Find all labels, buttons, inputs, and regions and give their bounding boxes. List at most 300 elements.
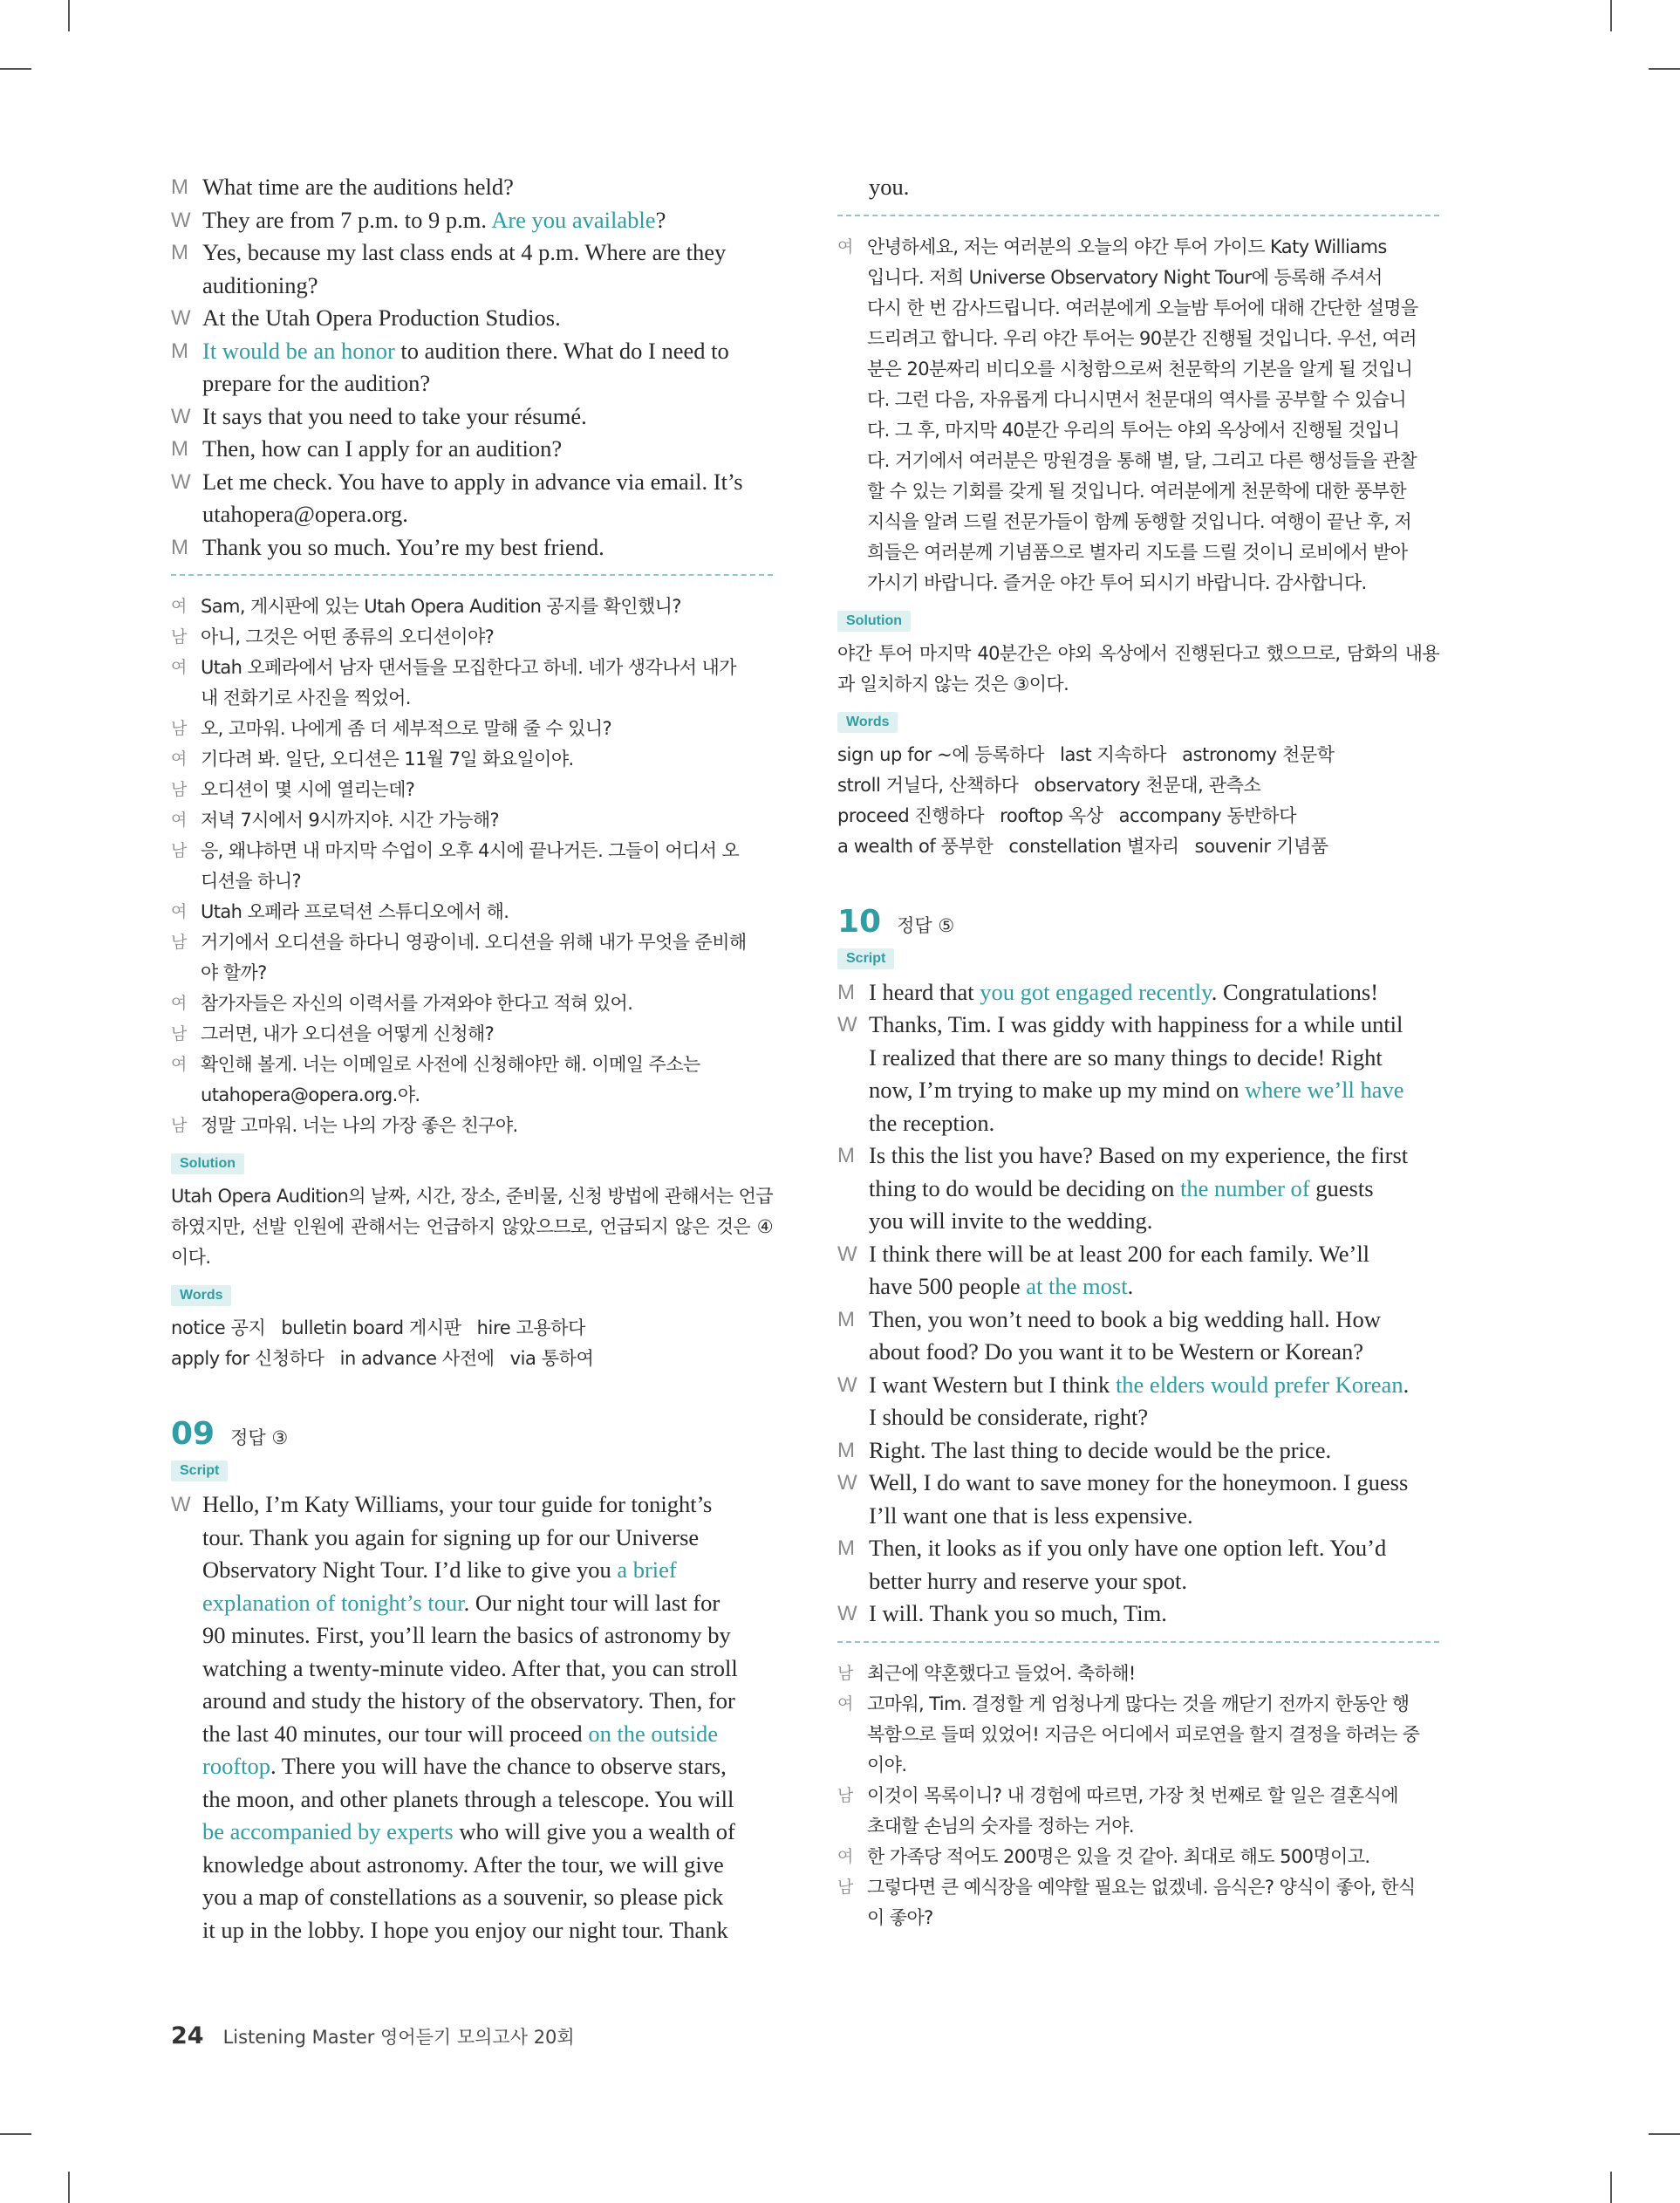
- vocab-item: apply for 신청하다: [171, 1348, 324, 1369]
- line-text: 확인해 볼게. 너는 이메일로 사전에 신청해야만 해. 이메일 주소는: [201, 1054, 700, 1075]
- speaker-label: [837, 1173, 869, 1206]
- vocab-item: via 통하여: [509, 1348, 594, 1369]
- script-line: [171, 498, 773, 531]
- text-run: At the Utah Opera Production Studios.: [202, 304, 561, 331]
- vocab-item: bulletin board 게시판: [281, 1317, 461, 1338]
- script-line: [837, 976, 1439, 1009]
- script-line: [171, 1522, 773, 1555]
- script-line: [171, 367, 773, 400]
- script-line: [837, 1074, 1439, 1107]
- vocab-item: accompany 동반하다: [1118, 804, 1297, 826]
- line-text: 저녁 7시에서 9시까지야. 시간 가능해?: [201, 810, 500, 831]
- speaker-label: [837, 1042, 869, 1075]
- text-run: better hurry and reserve your spot.: [869, 1567, 1187, 1594]
- key-expression: Are you available: [491, 206, 656, 233]
- line-text: [202, 498, 773, 531]
- translation-line: [171, 744, 773, 775]
- solution-text: 야간 투어 마지막 40분간은 야외 옥상에서 진행된다고 했으므로, 담화의 내용과 일치하지 않는 것은 ③이다.: [837, 642, 1439, 694]
- vocab-item: last 지속하다: [1060, 743, 1167, 765]
- text-run: Let me check. You have to apply in advance via email. It’s: [202, 468, 743, 495]
- translation-line: [171, 592, 773, 622]
- line-text: 디션을 하니?: [201, 871, 302, 892]
- line-text: [869, 1107, 1439, 1140]
- script-line: [171, 1816, 773, 1849]
- line-text: [202, 400, 773, 434]
- line-text: [202, 1783, 773, 1816]
- line-text: [202, 1587, 773, 1620]
- translation-line: [837, 537, 1439, 568]
- script-line: [837, 1205, 1439, 1238]
- speaker-label: M: [837, 1307, 855, 1331]
- line-text: [869, 1074, 1439, 1107]
- translation-line: [837, 1689, 1439, 1720]
- crop-mark: [1610, 0, 1612, 31]
- text-run: Observatory Night Tour. I’d like to give you: [202, 1556, 618, 1583]
- key-expression: on the outside: [588, 1720, 718, 1747]
- speaker-label: 여: [171, 749, 187, 769]
- line-text: [869, 1401, 1439, 1434]
- dashed-divider: [837, 1641, 1439, 1643]
- vocab-item: souvenir 기념품: [1194, 835, 1328, 857]
- line-text: [202, 1652, 773, 1686]
- line-text: 다. 그런 다음, 자유롭게 다니시면서 천문대의 역사를 공부할 수 있습니: [867, 388, 1407, 410]
- translation-line: [171, 714, 773, 744]
- key-expression: where we’ll have: [1245, 1077, 1404, 1103]
- line-text: [869, 1173, 1439, 1206]
- speaker-label: [837, 263, 867, 293]
- words-label: Words: [171, 1285, 231, 1306]
- speaker-label: W: [837, 1242, 857, 1266]
- text-run: Right. The last thing to decide would be the price.: [869, 1436, 1332, 1463]
- key-expression: the number of: [1179, 1174, 1310, 1201]
- text-run: to audition there. What do I need to: [394, 337, 729, 364]
- translation-line: [837, 1903, 1439, 1933]
- speaker-label: [171, 498, 202, 531]
- crop-mark: [0, 68, 31, 70]
- solution-label: Solution: [171, 1153, 244, 1174]
- speaker-label: W: [171, 306, 191, 330]
- page-footer: [171, 2022, 575, 2049]
- line-text: Sam, 게시판에 있는 Utah Opera Audition 공지를 확인했니?: [201, 596, 681, 617]
- speaker-label: [171, 683, 201, 714]
- speaker-label: M: [837, 1438, 855, 1462]
- speaker-label: [837, 507, 867, 537]
- text-run: Hello, I’m Katy Williams, your tour guide for tonight’s: [202, 1491, 713, 1517]
- line-text: 내 전화기로 사진을 찍었어.: [201, 688, 411, 708]
- line-text: [869, 1369, 1439, 1402]
- words-row: [171, 1313, 773, 1344]
- words-label: Words: [837, 712, 898, 733]
- text-run: the moon, and other planets through a telescope. You will: [202, 1785, 734, 1812]
- line-text: [202, 1522, 773, 1555]
- line-text: 고마워, Tim. 결정할 게 엄청나게 많다는 것을 깨닫기 전까지 한동안 행: [867, 1693, 1410, 1714]
- line-text: 오디션이 몇 시에 열리는데?: [201, 779, 415, 800]
- question-number: 09: [171, 1416, 215, 1452]
- dashed-divider: [837, 215, 1439, 216]
- text-run: .: [1127, 1273, 1134, 1299]
- vocab-item: sign up for ~에 등록하다: [837, 743, 1045, 765]
- vocab-item: notice 공지: [171, 1317, 266, 1338]
- words-row: [837, 831, 1439, 862]
- script-line: [171, 1685, 773, 1718]
- script-09: [171, 1488, 773, 1946]
- text-run: you.: [869, 174, 910, 200]
- script-line: [171, 1488, 773, 1522]
- script-line: [837, 1107, 1439, 1140]
- line-text: [869, 1270, 1439, 1303]
- speaker-label: W: [171, 208, 191, 232]
- script-line: [171, 335, 773, 368]
- speaker-label: M: [837, 980, 855, 1004]
- script-line: [171, 1750, 773, 1783]
- text-run: Is this the list you have? Based on my experience, the first: [869, 1142, 1409, 1168]
- text-run: have 500 people: [869, 1273, 1027, 1299]
- text-run: Thanks, Tim. I was giddy with happiness for a while until: [869, 1011, 1403, 1037]
- speaker-label: [171, 1554, 202, 1587]
- speaker-label: [171, 1914, 202, 1947]
- line-text: 정말 고마워. 너는 나의 가장 좋은 친구야.: [201, 1115, 518, 1136]
- speaker-label: 여: [171, 811, 187, 830]
- line-text: [202, 531, 773, 564]
- line-text: 그러면, 내가 오디션을 어떻게 신청해?: [201, 1023, 495, 1044]
- line-text: [202, 1488, 773, 1522]
- speaker-label: W: [837, 1471, 857, 1495]
- speaker-label: 여: [171, 658, 187, 677]
- right-column: [837, 171, 1439, 1933]
- translation-line: [837, 476, 1439, 507]
- speaker-label: W: [837, 1372, 857, 1397]
- translation-line: [171, 927, 773, 958]
- speaker-label: [171, 1619, 202, 1652]
- script-09-continued: [837, 171, 1439, 204]
- translation-line: [171, 989, 773, 1019]
- translation-line: [171, 958, 773, 989]
- line-text: 참가자들은 자신의 이력서를 가져와야 한다고 적혀 있어.: [201, 993, 633, 1014]
- vocab-item: in advance 사전에: [339, 1348, 495, 1369]
- line-text: [202, 335, 773, 368]
- text-run: I should be considerate, right?: [869, 1404, 1149, 1430]
- speaker-label: M: [171, 175, 188, 199]
- text-run: around and study the history of the observatory. Then, for: [202, 1687, 735, 1714]
- script-line: [837, 1565, 1439, 1598]
- line-text: 아니, 그것은 어떤 종류의 오디션이야?: [201, 626, 495, 647]
- line-text: [202, 1554, 773, 1587]
- translation-line: [837, 1750, 1439, 1781]
- vocab-item: observatory 천문대, 관측소: [1034, 774, 1261, 796]
- vocab-item: a wealth of 풍부한: [837, 835, 994, 857]
- line-text: [869, 1500, 1439, 1533]
- crop-mark: [68, 0, 70, 31]
- line-text: [869, 976, 1439, 1009]
- translation-line: [171, 866, 773, 897]
- script-line: [837, 1303, 1439, 1337]
- translation-line: [171, 622, 773, 653]
- text-run: Then, you won’t need to book a big wedding hall. How: [869, 1305, 1381, 1332]
- translation-line: [171, 1080, 773, 1111]
- line-text: [869, 1042, 1439, 1075]
- translation-line: [171, 805, 773, 836]
- line-text: Utah 오페라에서 남자 댄서들을 모집한다고 하네. 네가 생각나서 내가: [201, 657, 736, 678]
- line-text: 드리려고 합니다. 우리 야간 투어는 90분간 진행될 것입니다. 우선, 여러: [867, 327, 1417, 349]
- line-text: [202, 236, 773, 270]
- text-run: I heard that: [869, 978, 980, 1005]
- speaker-label: 여: [837, 1693, 853, 1714]
- translation-line: [171, 653, 773, 683]
- key-expression: at the most: [1026, 1273, 1128, 1299]
- text-run: about food? Do you want it to be Western or Korean?: [869, 1338, 1363, 1365]
- script-line: [171, 531, 773, 564]
- speaker-label: [171, 1587, 202, 1620]
- speaker-label: 여: [837, 236, 853, 257]
- speaker-label: [171, 1522, 202, 1555]
- vocab-item: astronomy 천문학: [1182, 743, 1335, 765]
- line-text: [869, 171, 1439, 204]
- line-text: 이 좋아?: [867, 1906, 933, 1928]
- line-text: [202, 466, 773, 499]
- speaker-label: [171, 1816, 202, 1849]
- text-run: watching a twenty-minute video. After that, you can stroll: [202, 1654, 738, 1681]
- speaker-label: [171, 1080, 201, 1111]
- script-line: [171, 204, 773, 237]
- line-text: [202, 1816, 773, 1849]
- translation-line: [837, 1842, 1439, 1872]
- korean-translation-08: [171, 592, 773, 1141]
- speaker-label: 남: [171, 627, 187, 647]
- script-line: [837, 1238, 1439, 1271]
- speaker-label: M: [171, 437, 188, 461]
- speaker-label: [837, 1270, 869, 1303]
- speaker-label: 남: [171, 933, 187, 952]
- line-text: [202, 270, 773, 303]
- line-text: [202, 1750, 773, 1783]
- text-run: Then, how can I apply for an audition?: [202, 435, 563, 462]
- line-text: [869, 1139, 1439, 1173]
- translation-line: [837, 354, 1439, 385]
- solution-text: Utah Opera Audition의 날짜, 시간, 장소, 준비물, 신청 방법에 관해서는 언급하였지만, 선발 인원에 관해서는 언급하지 않았으므로, 언급되지 않은 것은 ④이다.: [171, 1186, 773, 1268]
- translation-line: [171, 683, 773, 714]
- translation-line: [837, 568, 1439, 599]
- line-text: [869, 1303, 1439, 1337]
- text-run: Then, it looks as if you only have one option left. You’d: [869, 1535, 1387, 1561]
- script-line: [837, 1500, 1439, 1533]
- speaker-label: M: [837, 1536, 855, 1560]
- line-text: [869, 1532, 1439, 1565]
- script-line: [171, 1554, 773, 1587]
- speaker-label: [171, 1881, 202, 1914]
- vocab-item: hire 고용하다: [476, 1317, 586, 1338]
- key-expression: explanation of tonight’s tour: [202, 1589, 464, 1616]
- line-text: [202, 433, 773, 466]
- speaker-label: W: [171, 404, 191, 428]
- line-text: 다. 그 후, 마지막 40분간 우리의 투어는 야외 옥상에서 진행될 것입니: [867, 419, 1400, 441]
- speaker-label: [837, 293, 867, 324]
- speaker-label: 남: [837, 1877, 853, 1897]
- speaker-label: [171, 1783, 202, 1816]
- line-text: [869, 1565, 1439, 1598]
- script-line: [171, 1783, 773, 1816]
- text-run: Yes, because my last class ends at 4 p.m. Where are they: [202, 239, 727, 265]
- script-label: Script: [171, 1461, 228, 1481]
- script-line: [837, 1042, 1439, 1075]
- words-row: [837, 801, 1439, 831]
- script-line: [171, 466, 773, 499]
- speaker-label: [837, 354, 867, 385]
- line-text: 다. 거기에서 여러분은 망원경을 통해 별, 달, 그리고 다른 행성들을 관찰: [867, 449, 1417, 471]
- crop-mark: [0, 2133, 31, 2135]
- script-line: [837, 1532, 1439, 1565]
- text-run: I think there will be at least 200 for each family. We’ll: [869, 1240, 1370, 1267]
- text-run: prepare for the audition?: [202, 370, 431, 396]
- translation-line: [837, 507, 1439, 537]
- script-line: [837, 1401, 1439, 1434]
- line-text: [202, 171, 773, 204]
- speaker-label: [837, 1401, 869, 1434]
- speaker-label: [837, 476, 867, 507]
- speaker-label: M: [171, 241, 188, 264]
- translation-line: [837, 1720, 1439, 1750]
- page-number: 24: [171, 2022, 204, 2049]
- script-line: [171, 1881, 773, 1914]
- text-run: tour. Thank you again for signing up for our Universe: [202, 1523, 700, 1550]
- line-text: 복함으로 들떠 있었어! 지금은 어디에서 피로연을 할지 결정을 하려는 중: [867, 1723, 1420, 1745]
- script-line: [171, 1652, 773, 1686]
- key-expression: be accompanied by experts: [202, 1818, 454, 1844]
- speaker-label: [837, 1107, 869, 1140]
- line-text: [869, 1598, 1439, 1631]
- words-list: [171, 1313, 773, 1374]
- answer-text: 정답 ③: [230, 1427, 289, 1448]
- line-text: 안녕하세요, 저는 여러분의 오늘의 야간 투어 가이드 Katy Williams: [867, 236, 1387, 257]
- speaker-label: [171, 1849, 202, 1882]
- speaker-label: [171, 1685, 202, 1718]
- line-text: Utah 오페라 프로덕션 스튜디오에서 해.: [201, 901, 509, 922]
- script-10: [837, 976, 1439, 1631]
- speaker-label: [837, 1811, 867, 1842]
- speaker-label: [837, 1205, 869, 1238]
- speaker-label: 여: [171, 597, 187, 616]
- speaker-label: 여: [171, 1055, 187, 1074]
- question-number: 10: [837, 903, 882, 940]
- vocab-item: constellation 별자리: [1008, 835, 1179, 857]
- line-text: [869, 1467, 1439, 1500]
- script-line: [171, 236, 773, 270]
- book-title: Listening Master 영어듣기 모의고사 20회: [222, 2027, 575, 2048]
- line-text: [202, 1619, 773, 1652]
- line-text: [202, 1718, 773, 1751]
- script-line: [171, 1718, 773, 1751]
- translation-line: [171, 897, 773, 927]
- translation-line: [837, 263, 1439, 293]
- line-text: 거기에서 오디션을 하다니 영광이네. 오디션을 위해 내가 무엇을 준비해: [201, 932, 747, 953]
- speaker-label: [171, 270, 202, 303]
- speaker-label: W: [837, 1013, 857, 1037]
- translation-line: [837, 1872, 1439, 1903]
- text-run: auditioning?: [202, 271, 318, 298]
- line-text: 초대할 손님의 숫자를 정하는 거야.: [867, 1815, 1134, 1837]
- text-run: . There you will have the chance to observe stars,: [270, 1753, 727, 1779]
- script-line: [837, 1467, 1439, 1500]
- line-text: [202, 1685, 773, 1718]
- text-run: the last 40 minutes, our tour will proceed: [202, 1720, 589, 1747]
- words-row: [837, 740, 1439, 770]
- key-expression: It would be an honor: [202, 337, 395, 364]
- speaker-label: [837, 415, 867, 446]
- speaker-label: [171, 367, 202, 400]
- dashed-divider: [171, 574, 773, 576]
- script-line: [171, 171, 773, 204]
- text-run: . Our night tour will last for: [463, 1589, 720, 1616]
- line-text: 그렇다면 큰 예식장을 예약할 필요는 없겠네. 음식은? 양식이 좋아, 한식: [867, 1876, 1416, 1898]
- script-line: [837, 1139, 1439, 1173]
- speaker-label: [837, 171, 869, 204]
- speaker-label: [837, 568, 867, 599]
- speaker-label: [837, 1500, 869, 1533]
- line-text: [869, 1205, 1439, 1238]
- line-text: utahopera@opera.org.야.: [201, 1084, 420, 1105]
- left-column: [171, 171, 773, 1946]
- line-text: 입니다. 저희 Universe Observatory Night Tour에 등록해 주셔서: [867, 266, 1383, 288]
- line-text: [202, 204, 773, 237]
- text-run: utahopera@opera.org.: [202, 501, 408, 527]
- text-run: thing to do would be deciding on: [869, 1174, 1180, 1201]
- key-expression: rooftop: [202, 1753, 271, 1779]
- text-run: it up in the lobby. I hope you enjoy our night tour. Thank: [202, 1916, 728, 1943]
- text-run: the reception.: [869, 1109, 995, 1136]
- crop-mark: [1610, 2172, 1612, 2203]
- translation-line: [837, 1811, 1439, 1842]
- script-line: [171, 270, 773, 303]
- speaker-label: 여: [171, 902, 187, 921]
- translation-line: [837, 385, 1439, 415]
- line-text: [202, 367, 773, 400]
- line-text: 지식을 알려 드릴 전문가들이 함께 동행할 것입니다. 여행이 끝난 후, 저: [867, 510, 1412, 532]
- vocab-item: rooftop 옥상: [1000, 804, 1103, 826]
- translation-line: [837, 293, 1439, 324]
- speaker-label: [837, 1074, 869, 1107]
- vocab-item: stroll 거닐다, 산책하다: [837, 774, 1019, 796]
- line-text: 한 가족당 적어도 200명은 있을 것 같아. 최대로 해도 500명이고.: [867, 1845, 1370, 1867]
- line-text: 할 수 있는 기회를 갖게 될 것입니다. 여러분에게 천문학에 대한 풍부한: [867, 480, 1407, 502]
- crop-mark: [1649, 68, 1680, 70]
- words-row: [171, 1344, 773, 1374]
- speaker-label: M: [171, 535, 188, 559]
- speaker-label: [171, 1652, 202, 1686]
- speaker-label: 남: [171, 719, 187, 738]
- line-text: 응, 왜냐하면 내 마지막 수업이 오후 4시에 끝나거든. 그들이 어디서 오: [201, 840, 740, 861]
- speaker-label: 여: [837, 1846, 853, 1866]
- crop-mark: [1649, 2133, 1680, 2135]
- script-line: [171, 1849, 773, 1882]
- line-text: [869, 1009, 1439, 1042]
- text-run: .: [1403, 1371, 1410, 1398]
- speaker-label: [837, 1720, 867, 1750]
- text-run: They are from 7 p.m. to 9 p.m.: [202, 206, 492, 233]
- line-text: 다시 한 번 감사드립니다. 여러분에게 오늘밤 투어에 대해 간단한 설명을: [867, 297, 1418, 318]
- text-run: 90 minutes. First, you’ll learn the basics of astronomy by: [202, 1622, 731, 1648]
- script-line: [837, 1336, 1439, 1369]
- speaker-label: W: [171, 469, 191, 494]
- line-text: [202, 1881, 773, 1914]
- line-text: 기다려 봐. 일단, 오디션은 11월 7일 화요일이야.: [201, 749, 574, 770]
- text-run: now, I’m trying to make up my mind on: [869, 1077, 1246, 1103]
- script-line: [171, 400, 773, 434]
- text-run: I realized that there are so many things to decide! Right: [869, 1043, 1383, 1071]
- speaker-label: [837, 1750, 867, 1781]
- speaker-label: [837, 1336, 869, 1369]
- speaker-label: W: [837, 1602, 857, 1625]
- question-09-header: [171, 1416, 773, 1452]
- script-line: [171, 1914, 773, 1947]
